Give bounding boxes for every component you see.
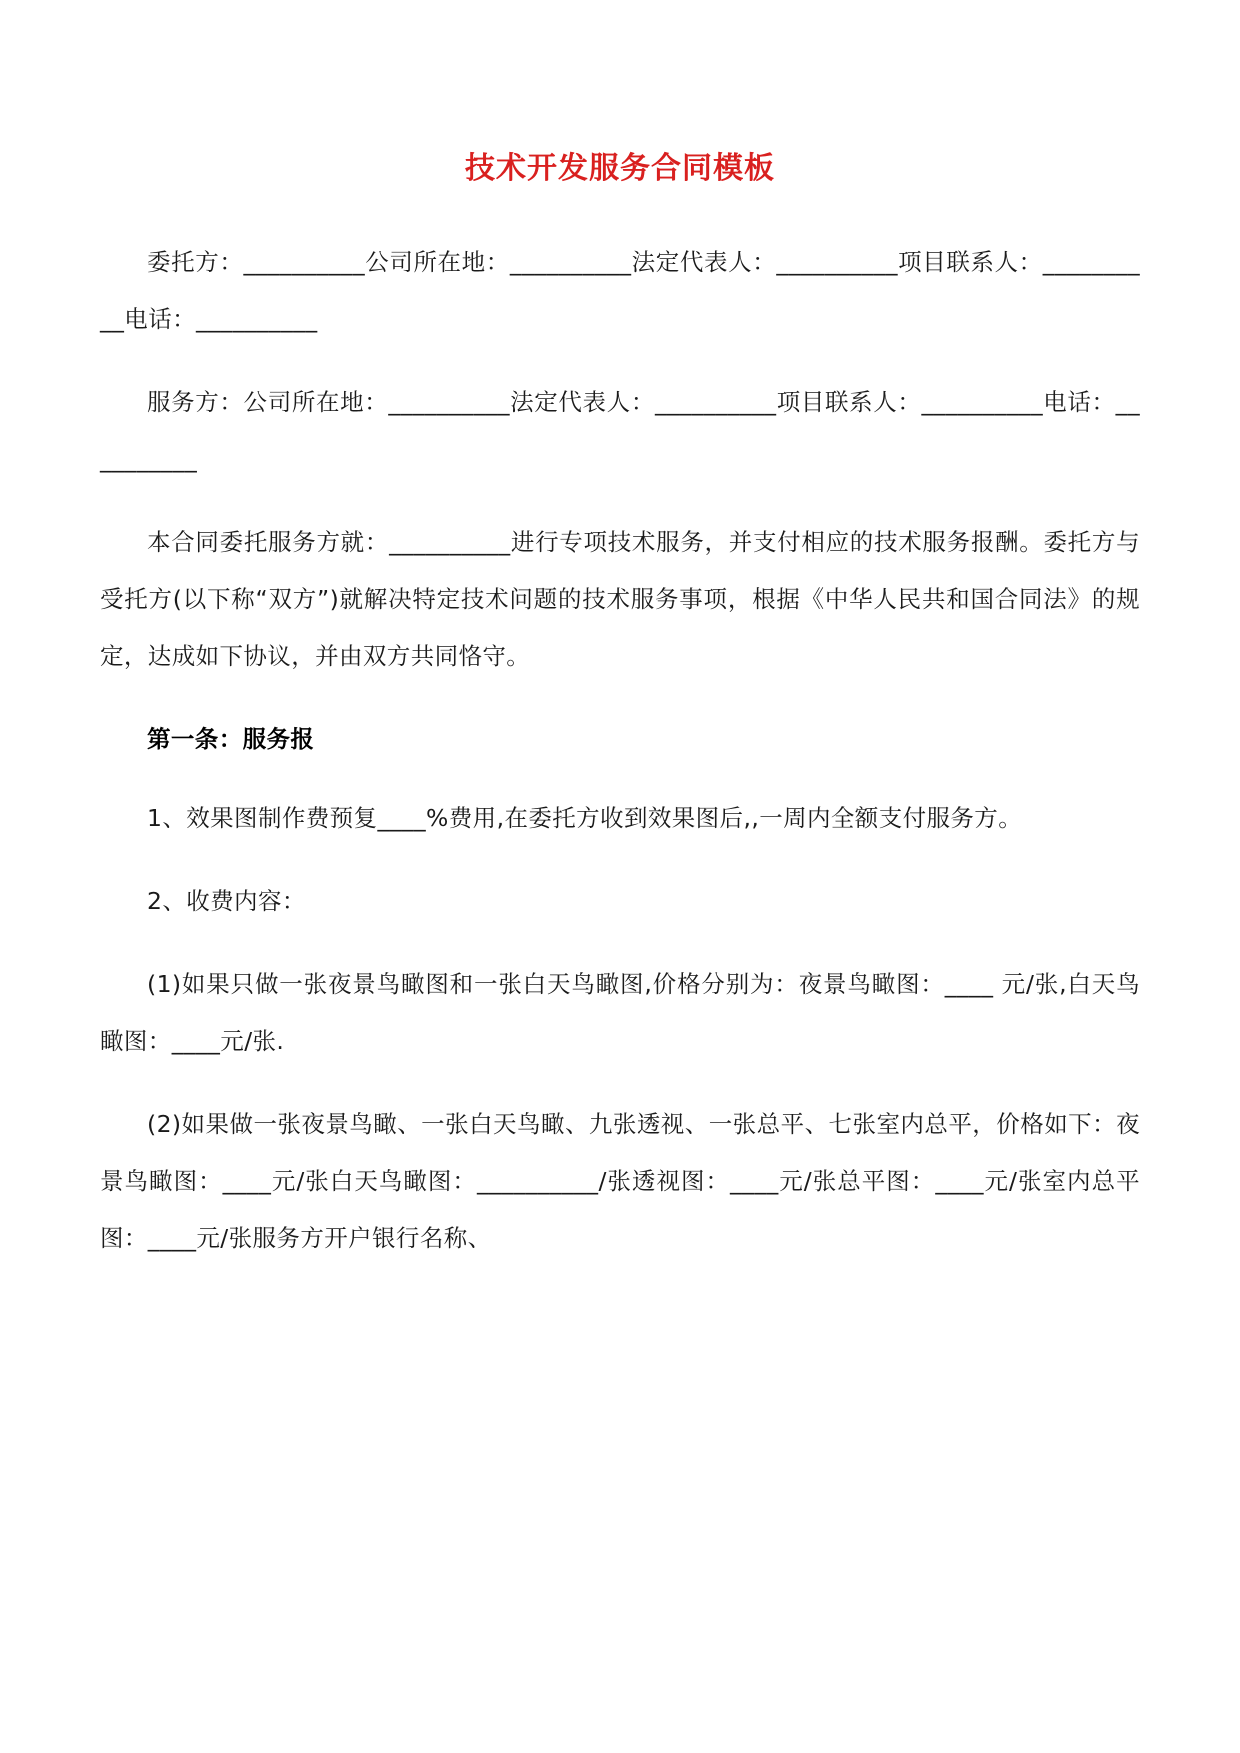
clause-item-2-1: (1)如果只做一张夜景鸟瞰图和一张白天鸟瞰图,价格分别为：夜景鸟瞰图：____ 元/张,白天鸟瞰图：____元/张. [100,969,1140,1055]
section-heading-article-one: 第一条：服务报 [147,724,315,753]
clause-item-2-2: (2)如果做一张夜景鸟瞰、一张白天鸟瞰、九张透视、一张总平、七张室内总平，价格如下：夜景鸟瞰图：____元/张白天鸟瞰图：__________/张透视图：____元/张总平图：____元/张室内总平图：____元/张服务方开户银行名称、 [100,1109,1140,1252]
clause-item-2: 2、收费内容： [147,886,306,915]
paragraph-contract-preamble: 本合同委托服务方就：__________进行专项技术服务，并支付相应的技术服务报酬。委托方与受托方(以下称“双方”)就解决特定技术问题的技术服务事项，根据《中华人民共和国合同法》的规定，达成如下协议，并由双方共同恪守。 [100,527,1140,670]
page-title: 技术开发服务合同模板 [465,151,775,186]
paragraph-client-info: 委托方：__________公司所在地：__________法定代表人：__________项目联系人：__________电话：__________ [100,247,1140,333]
clause-item-1: 1、效果图制作费预复____%费用,在委托方收到效果图后,,一周内全额支付服务方。 [147,803,1023,832]
paragraph-service-provider-info: 服务方：公司所在地：__________法定代表人：__________项目联系人：__________电话：__________ [100,387,1140,473]
